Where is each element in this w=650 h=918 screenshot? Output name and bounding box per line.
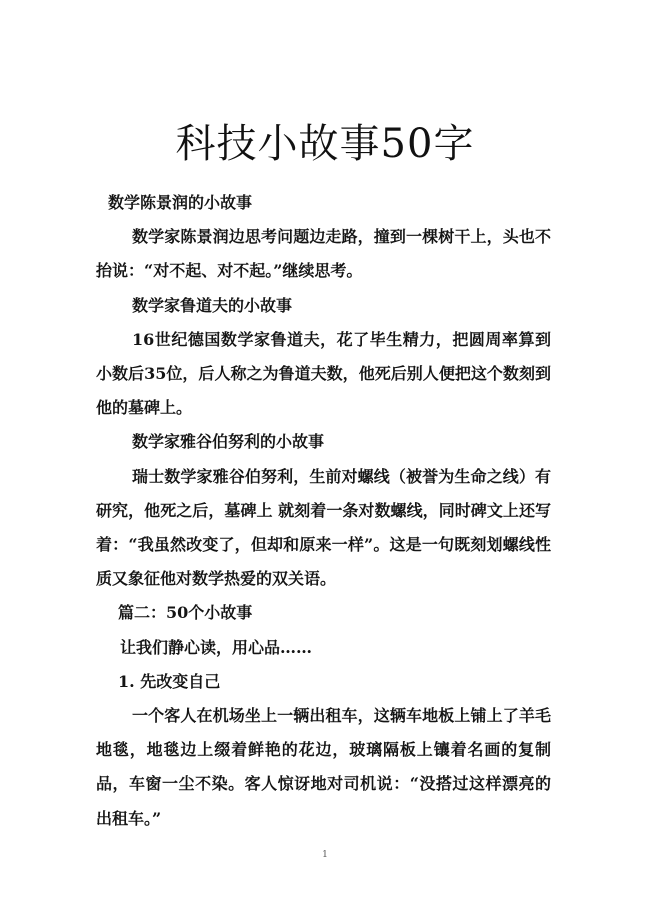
section-heading-chen-jingrun: 数学陈景润的小故事: [108, 193, 253, 212]
paragraph-ludolph: 16世纪德国数学家鲁道夫，花了毕生精力，把圆周率算到小数后35位，后人称之为鲁道夫数，他死后别人便把这个数刻到他的墓碑上。: [96, 329, 551, 418]
document-body: [96, 186, 551, 836]
page-number: 1: [322, 850, 328, 860]
document-title: 科技小故事50字: [175, 121, 475, 167]
paragraph-story-1: 一个客人在机场坐上一辆出租车，这辆车地板上铺上了羊毛地毯，地毯边上缀着鲜艳的花边，玻璃隔板上镶着名画的复制品，车窗一尘不染。客人惊讶地对司机说：“没搭过这样漂亮的出租车。”: [96, 706, 551, 828]
story-heading-1: 1. 先改变自己: [118, 671, 221, 691]
paragraph-chen-jingrun: 数学家陈景润边思考问题边走路，撞到一棵树干上，头也不抬说：“对不起、对不起。”继续思考。: [96, 227, 551, 281]
section-heading-ludolph: 数学家鲁道夫的小故事: [132, 295, 293, 315]
section-heading-part-two: 篇二：50个小故事: [118, 603, 253, 623]
section-heading-bernoulli: 数学家雅谷伯努利的小故事: [132, 432, 325, 452]
paragraph-bernoulli: 瑞士数学家雅谷伯努利，生前对螺线（被誉为生命之线）有研究，他死之后，墓碑上 就刻着一条对数螺线，同时碑文上还写着：“我虽然改变了，但却和原来一样”。这是一句既刻划螺线性质又象征他对数学热爱的双关语。: [96, 466, 551, 589]
paragraph-intro: 让我们静心读，用心品……: [120, 637, 313, 657]
